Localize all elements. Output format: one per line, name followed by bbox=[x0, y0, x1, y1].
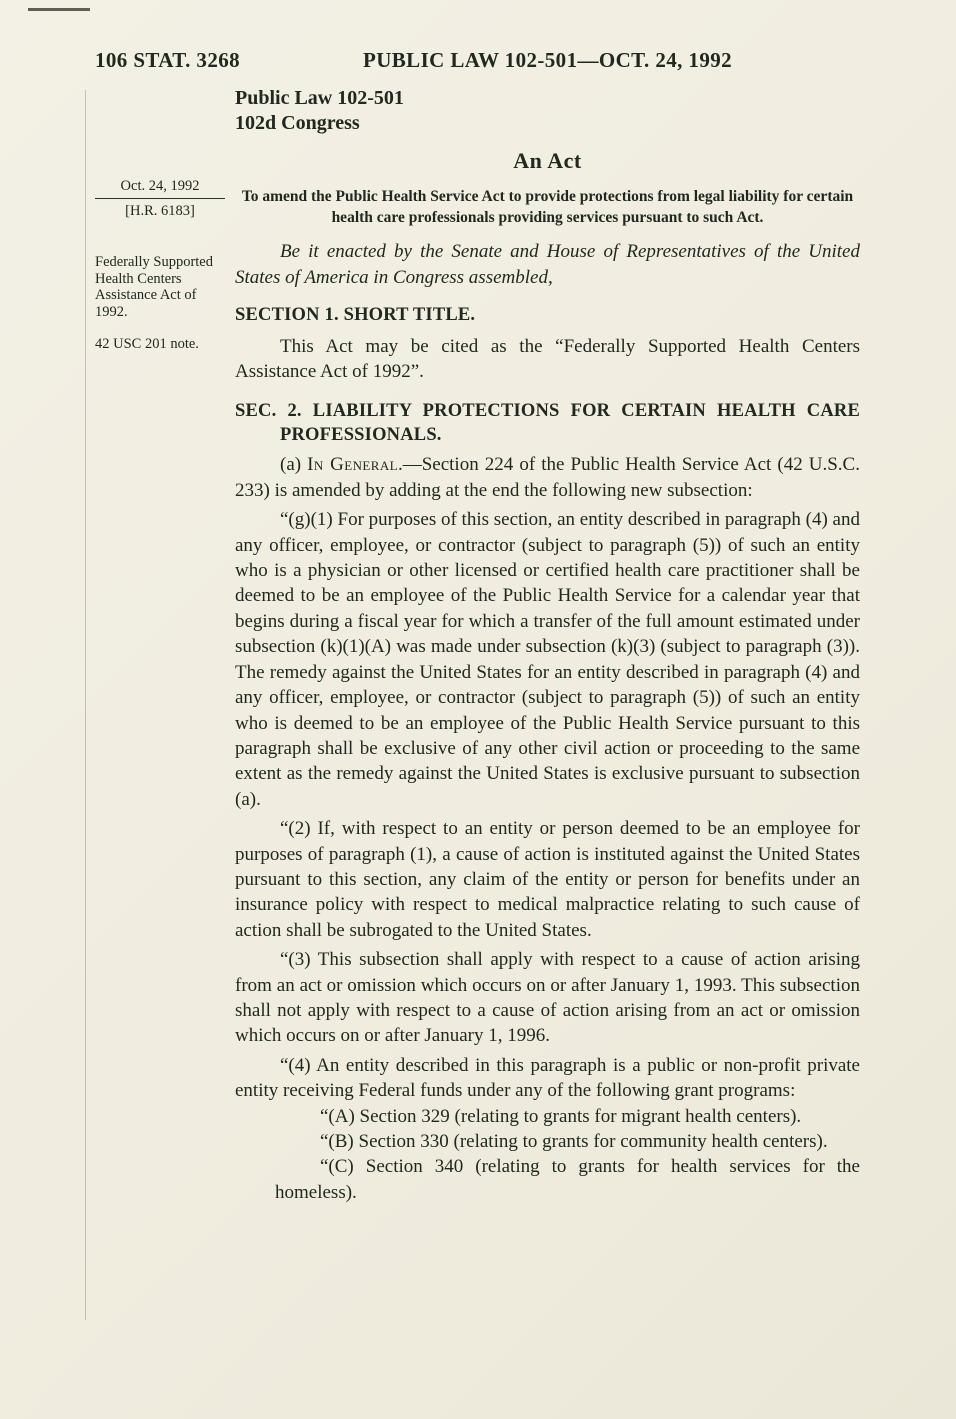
congress-heading: 102d Congress bbox=[235, 112, 360, 134]
an-act-heading: An Act bbox=[513, 148, 582, 173]
paragraph-g4: “(4) An entity described in this paragraph is a public or non-profit private entity receiving Federal funds under any of the following grant programs: bbox=[235, 1054, 860, 1102]
subparagraph-b: “(B) Section 330 (relating to grants for community health centers). bbox=[320, 1131, 828, 1152]
paragraph-g2: “(2) If, with respect to an entity or person deemed to be an employee for purposes of paragraph (1), a cause of action is instituted against the United States pursuant to this section, any claim of the entity or person for benefits under an insurance policy with respect to medical malpractice relating to such cause of action shall be subrogated to the United States. bbox=[235, 818, 860, 941]
paragraph-a-rest: .—Section 224 of the Public Health Service Act (42 U.S.C. 233) is amended by adding at the end the following new subsection: bbox=[235, 454, 860, 501]
paragraph-a-prefix: (a) bbox=[280, 454, 308, 476]
subparagraph-c: “(C) Section 340 (relating to grants for health services for the homeless). bbox=[275, 1156, 860, 1203]
paragraph-a-smallcaps: In General bbox=[307, 454, 398, 476]
paragraph-a bbox=[235, 452, 860, 503]
margin-note-short-title: Federally Supported Health Centers Assistance Act of 1992. bbox=[95, 254, 213, 320]
section-1-heading: SECTION 1. SHORT TITLE. bbox=[235, 305, 476, 326]
section-2-heading: SEC. 2. LIABILITY PROTECTIONS FOR CERTAIN HEALTH CARE PROFESSIONALS. bbox=[235, 401, 860, 446]
paragraph-g3: “(3) This subsection shall apply with respect to a cause of action arising from an act or omission which occurs on or after January 1, 1993. This subsection shall not apply with respect to a cause of action arising from an act or omission which occurs on or after January 1, 1996. bbox=[235, 949, 860, 1047]
subparagraph-a: “(A) Section 329 (relating to grants for migrant health centers). bbox=[320, 1105, 802, 1127]
paragraph-g1: “(g)(1) For purposes of this section, an entity described in paragraph (4) and any officer, employee, or contractor (subject to paragraph (5)) of such an entity who is a physician or other licensed or certified health care practitioner shall be deemed to be an employee of the Public Health Service for a calendar year that begins during a fiscal year for which a transfer of the full amount estimated under subsection (k)(1)(A) was made under subsection (k)(3) (subject to paragraph (3)). The remedy against the United States for an entity described in paragraph (4) and any officer, employee, or contractor (subject to paragraph (5)) of such an entity who is deemed to be an employee of the Public Health Service pursuant to this paragraph shall be exclusive of any other civil action or proceeding to the same extent as the remedy against the United States is exclusive pursuant to subsection (a). bbox=[235, 509, 860, 810]
enacting-clause: Be it enacted by the Senate and House of Representatives of the United States of America in Congress assembled, bbox=[235, 241, 860, 288]
main-text-column bbox=[235, 86, 860, 1205]
margin-note-bill-number: [H.R. 6183] bbox=[125, 202, 195, 219]
section-1-body: This Act may be cited as the “Federally Supported Health Centers Assistance Act of 1992”. bbox=[235, 335, 860, 383]
margin-note-usc-citation: 42 USC 201 note. bbox=[95, 336, 199, 352]
margin-note-date: Oct. 24, 1992 bbox=[120, 178, 200, 194]
running-title: PUBLIC LAW 102-501—OCT. 24, 1992 bbox=[362, 48, 733, 72]
stat-page-number: 106 STAT. 3268 bbox=[95, 48, 241, 72]
date-underline-rule bbox=[95, 198, 225, 199]
margin-note-date-block bbox=[95, 178, 225, 219]
left-margin-rule bbox=[85, 90, 86, 1320]
act-description: To amend the Public Health Service Act to provide protections from legal liability for certain health care professionals providing services pursuant to such Act. bbox=[241, 188, 854, 227]
scan-artifact-mark bbox=[28, 8, 90, 11]
law-number-heading: Public Law 102-501 bbox=[235, 87, 404, 109]
